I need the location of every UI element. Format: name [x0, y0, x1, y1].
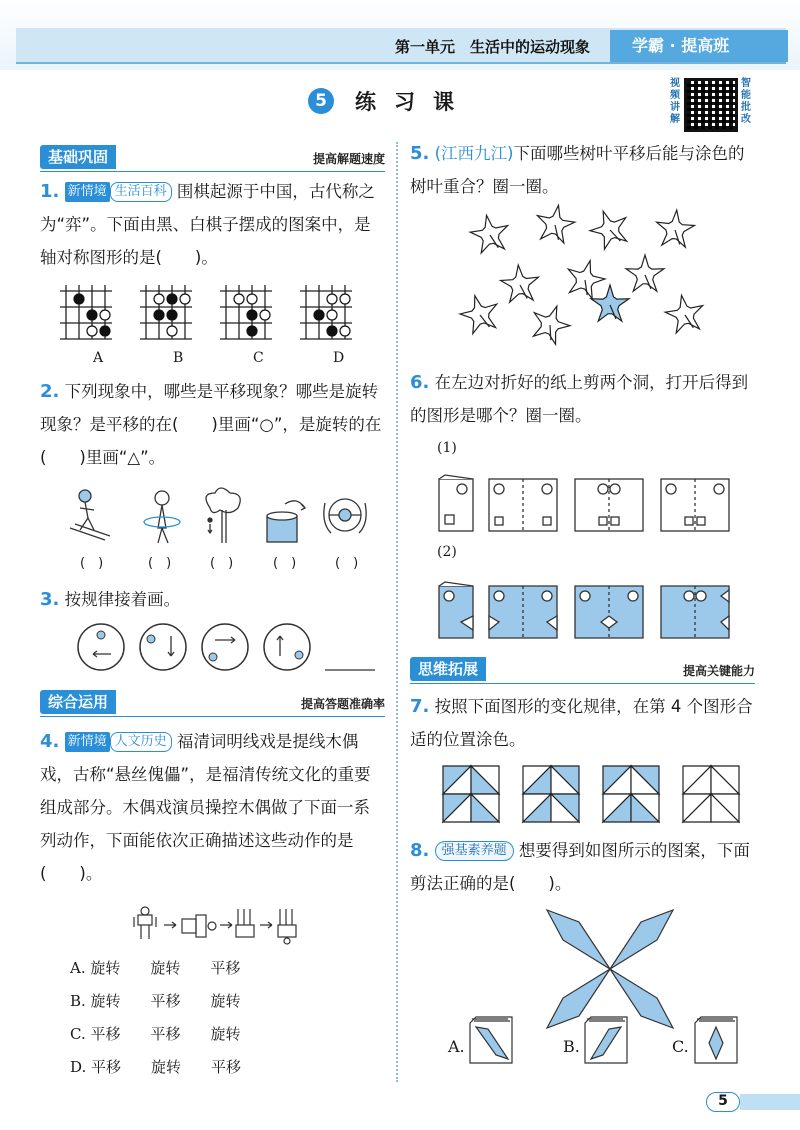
leaf-icon: [663, 292, 707, 334]
tag-foundation: 强基素养题: [435, 841, 514, 861]
go-stone: [100, 310, 110, 320]
go-stone: [180, 294, 190, 304]
pattern-square: [683, 766, 739, 822]
pattern-square: [443, 766, 499, 822]
go-board: [300, 285, 352, 339]
kite-cross-figure: [545, 908, 675, 1030]
tag-topic: 人文历史: [110, 732, 172, 752]
question-2: [40, 375, 385, 474]
question-1: [40, 175, 385, 274]
section-basic-note: 提高解题速度: [312, 152, 385, 166]
hula-hoop-icon: [144, 491, 180, 543]
paper-option: [661, 586, 729, 638]
pattern-square: [523, 766, 579, 822]
question-text: 福清词明线戏是提线木偶戏，古称“悬丝傀儡”，是福清传统文化的重要组成部分。木偶戏演员操控木偶做了下面一系列动作，下面能依次正确描述这些动作的是( )。: [40, 732, 371, 883]
go-stone: [74, 294, 84, 304]
folded-paper-set-1: [437, 475, 757, 535]
option-a[interactable]: A. 旋转 旋转 平移: [70, 959, 241, 977]
option-c[interactable]: C. 平移 平移 旋转: [70, 1025, 241, 1043]
qr-label-video: 视频讲解: [670, 78, 680, 125]
question-8: [410, 834, 755, 900]
jar-lid-icon: [267, 501, 305, 542]
qr-label-grading: 智能批改: [741, 78, 751, 125]
option-label-b: B: [173, 350, 184, 366]
qr-code-icon[interactable]: [684, 78, 738, 132]
section-basic: [40, 145, 385, 169]
folded-paper-set-2: [437, 582, 757, 642]
leaf-icon: [562, 256, 608, 301]
section-thinking-note: 提高关键能力: [682, 664, 755, 678]
tag-new-context: 新情境: [65, 732, 110, 752]
leaf-icon: [456, 291, 502, 336]
leaf-icon: [626, 255, 664, 291]
go-board: [60, 285, 112, 339]
question-text: 围棋起源于中国，古代称之为“弈”。下面由黑、白棋子摆成的图案中，是轴对称图形的是( )。: [40, 182, 375, 267]
option-label-a[interactable]: A.: [448, 1037, 465, 1056]
leaf-icon: [591, 285, 629, 321]
pattern-square: [603, 766, 659, 822]
option-label-d: D: [333, 350, 345, 366]
tree-icon: [206, 488, 240, 543]
question-6: [410, 366, 755, 432]
go-stone: [87, 326, 97, 336]
go-stone: [154, 294, 164, 304]
section-comprehensive-tag: 综合运用: [40, 690, 116, 714]
folded-paper-a: [470, 1017, 512, 1063]
puppet-icon: [134, 907, 156, 939]
go-stone: [167, 310, 177, 320]
question-text: 下列现象中，哪些是平移现象？哪些是旋转现象？是平移的在( )里画“○”，是旋转的在( )里画“△”。: [40, 382, 382, 467]
section-thinking: [410, 657, 755, 681]
section-basic-tag: 基础巩固: [40, 145, 116, 169]
leaves-figure: [460, 205, 720, 355]
go-stone: [260, 310, 270, 320]
pattern-circles: [75, 622, 385, 672]
tag-topic: 生活百科: [110, 182, 172, 202]
question-text: 在左边对折好的纸上剪两个洞，打开后得到的图形是哪个？圈一圈。: [410, 373, 749, 425]
go-stone: [234, 294, 244, 304]
go-stone: [327, 310, 337, 320]
answer-blank[interactable]: ( ): [273, 556, 297, 571]
leaf-icon: [533, 202, 577, 244]
leaf-icon: [585, 205, 633, 252]
question-number: 6.: [410, 372, 430, 393]
question-number: 8.: [410, 840, 430, 861]
steering-wheel-icon: [324, 499, 366, 533]
question-3: [40, 583, 385, 616]
question-text: 按规律接着画。: [64, 590, 181, 609]
leaf-icon: [499, 263, 540, 302]
go-stone: [247, 310, 257, 320]
folded-paper-c: [695, 1017, 737, 1063]
arrow-icon: [220, 922, 232, 928]
section-thinking-tag: 思维拓展: [410, 657, 486, 681]
option-label-c[interactable]: C.: [672, 1037, 689, 1056]
go-stone: [327, 294, 337, 304]
question-number: 3.: [40, 589, 60, 610]
lesson-number-badge: 5: [308, 88, 334, 114]
go-stone: [340, 294, 350, 304]
paper-option: [575, 479, 643, 531]
question-7: [410, 690, 755, 756]
question-number: 2.: [40, 381, 60, 402]
tag-new-context: 新情境: [65, 182, 110, 202]
option-label-b[interactable]: B.: [563, 1037, 580, 1056]
folded-paper-b: [585, 1017, 627, 1063]
paper-option: [575, 586, 643, 638]
question-number: 7.: [410, 696, 430, 717]
question-number: 4.: [40, 731, 60, 752]
puppet-icon: [278, 909, 296, 944]
square-pattern-sequence: [443, 766, 763, 826]
go-board: [220, 285, 272, 339]
go-stone: [167, 326, 177, 336]
page-number: 5: [706, 1092, 740, 1112]
answer-blank[interactable]: ( ): [210, 556, 234, 571]
unit-title: 第一单元 生活中的运动现象: [395, 38, 591, 56]
answer-blank[interactable]: ( ): [148, 556, 172, 571]
go-stone: [247, 294, 257, 304]
go-stone: [100, 326, 110, 336]
go-stone: [327, 326, 337, 336]
question-number: 5.: [410, 143, 430, 164]
go-board-diagrams: [60, 285, 390, 345]
question-5: [410, 137, 755, 203]
skier-icon: [70, 490, 110, 540]
option-label-c: C: [253, 350, 264, 366]
leaf-icon: [468, 212, 512, 254]
option-b[interactable]: B. 旋转 平移 旋转: [70, 992, 241, 1010]
go-stone: [247, 326, 257, 336]
arrow-icon: [164, 922, 176, 928]
question-4: [40, 725, 385, 890]
part-label-2: (2): [437, 544, 457, 560]
go-board: [140, 285, 192, 339]
question-source: (江西九江): [434, 144, 514, 163]
option-d[interactable]: D. 平移 旋转 平移: [70, 1058, 242, 1076]
motion-pictures: [60, 488, 380, 548]
question-text: 按照下面图形的变化规律，在第 4 个图形合适的位置涂色。: [410, 697, 753, 749]
go-stone: [154, 310, 164, 320]
section-comprehensive: [40, 690, 385, 714]
lesson-title: 练习课: [355, 90, 472, 114]
brand-label: 学霸 · 提高班: [610, 30, 788, 62]
puppet-sequence: [130, 905, 330, 945]
go-stone: [340, 326, 350, 336]
question-text: 想要得到如图所示的图案，下面剪法正确的是( )。: [410, 841, 750, 893]
go-stone: [87, 310, 97, 320]
cut-options: [470, 1015, 750, 1075]
arrow-icon: [260, 922, 272, 928]
paper-option: [661, 479, 729, 531]
question-text: 下面哪些树叶平移后能与涂色的树叶重合？圈一圈。: [410, 144, 745, 196]
column-divider: [396, 142, 398, 1082]
puppet-icon: [182, 915, 216, 937]
question-number: 1.: [40, 181, 60, 202]
go-stone: [167, 294, 177, 304]
answer-blank[interactable]: ( ): [80, 556, 104, 571]
section-comprehensive-note: 提高答题准确率: [300, 697, 385, 711]
go-stone: [314, 310, 324, 320]
paper-option: [489, 586, 557, 638]
leaf-icon: [527, 300, 575, 347]
page-bar: [740, 1094, 800, 1110]
paper-option: [489, 479, 557, 531]
answer-blank[interactable]: ( ): [335, 556, 359, 571]
puppet-icon: [236, 909, 254, 937]
option-label-a: A: [93, 350, 104, 366]
part-label-1: (1): [437, 440, 457, 456]
leaf-icon: [655, 208, 696, 247]
